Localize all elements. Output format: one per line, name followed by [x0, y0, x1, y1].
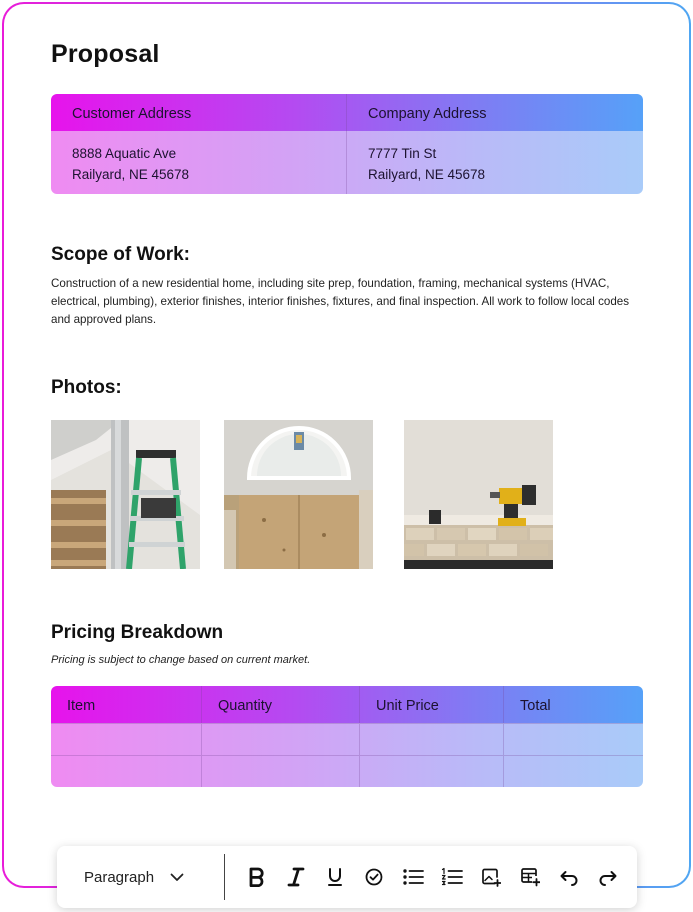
photos-title: Photos: — [51, 377, 122, 398]
pricing-title: Pricing Breakdown — [51, 622, 224, 643]
insert-table-icon — [520, 867, 540, 887]
insert-image-icon — [481, 867, 501, 887]
insert-table-button[interactable] — [510, 857, 549, 897]
quantity-header: Quantity — [202, 686, 360, 723]
undo-button[interactable] — [549, 857, 588, 897]
pricing-table-header — [51, 686, 643, 723]
chevron-down-icon — [170, 873, 184, 882]
bold-button[interactable] — [237, 857, 276, 897]
paragraph-style-label: Paragraph — [84, 868, 155, 886]
insert-image-button[interactable] — [471, 857, 510, 897]
company-address-line2: Railyard, NE 45678 — [368, 167, 486, 182]
checklist-button[interactable] — [354, 857, 393, 897]
address-table-row — [51, 131, 643, 194]
redo-icon — [598, 868, 618, 886]
paragraph-style-dropdown[interactable] — [84, 857, 224, 897]
page-title: Proposal — [51, 40, 160, 68]
stairs-ladder-photo[interactable] — [51, 420, 200, 569]
customer-address-header: Customer Address — [51, 94, 347, 131]
company-address-cell[interactable] — [347, 131, 643, 194]
italic-button[interactable] — [276, 857, 315, 897]
table-cell[interactable] — [51, 756, 202, 787]
address-table — [51, 94, 643, 194]
toolbar-divider — [224, 854, 225, 900]
customer-address-line1: 8888 Aquatic Ave — [72, 146, 177, 161]
item-header: Item — [51, 686, 202, 723]
checklist-icon — [364, 867, 384, 887]
bullet-list-button[interactable] — [393, 857, 432, 897]
table-row — [51, 755, 643, 787]
table-cell[interactable] — [360, 756, 504, 787]
pricing-table — [51, 686, 643, 787]
scope-text[interactable]: Construction of a new residential home, including site prep, foundation, framing, mechanical systems (HVAC, electrical, plumbing), exterior finishes, interior finishes, fixtures, and final inspection. All work to follow local codes and approved plans. — [51, 277, 630, 326]
underline-button[interactable] — [315, 857, 354, 897]
drill-on-brick-photo[interactable] — [404, 420, 553, 569]
table-cell[interactable] — [202, 756, 360, 787]
table-cell[interactable] — [504, 756, 643, 787]
numbered-list-button[interactable] — [432, 857, 471, 897]
undo-icon — [559, 868, 579, 886]
address-table-header — [51, 94, 643, 131]
redo-button[interactable] — [588, 857, 627, 897]
total-header: Total — [520, 698, 551, 714]
bold-icon — [248, 867, 266, 887]
arched-window-photo[interactable] — [224, 420, 373, 569]
underline-icon — [326, 867, 344, 887]
table-cell[interactable] — [51, 724, 202, 755]
company-address-header: Company Address — [368, 106, 487, 122]
pricing-note: Pricing is subject to change based on current market. — [51, 654, 311, 666]
table-row — [51, 723, 643, 755]
bullet-list-icon — [402, 867, 424, 887]
numbered-list-icon — [441, 867, 463, 887]
formatting-toolbar — [57, 846, 637, 908]
company-address-line1: 7777 Tin St — [368, 146, 437, 161]
table-cell[interactable] — [202, 724, 360, 755]
unit-price-header: Unit Price — [360, 686, 504, 723]
table-cell[interactable] — [504, 724, 643, 755]
italic-icon — [287, 867, 305, 887]
customer-address-cell[interactable] — [51, 131, 347, 194]
customer-address-line2: Railyard, NE 45678 — [72, 167, 190, 182]
table-cell[interactable] — [360, 724, 504, 755]
scope-title: Scope of Work: — [51, 244, 190, 265]
